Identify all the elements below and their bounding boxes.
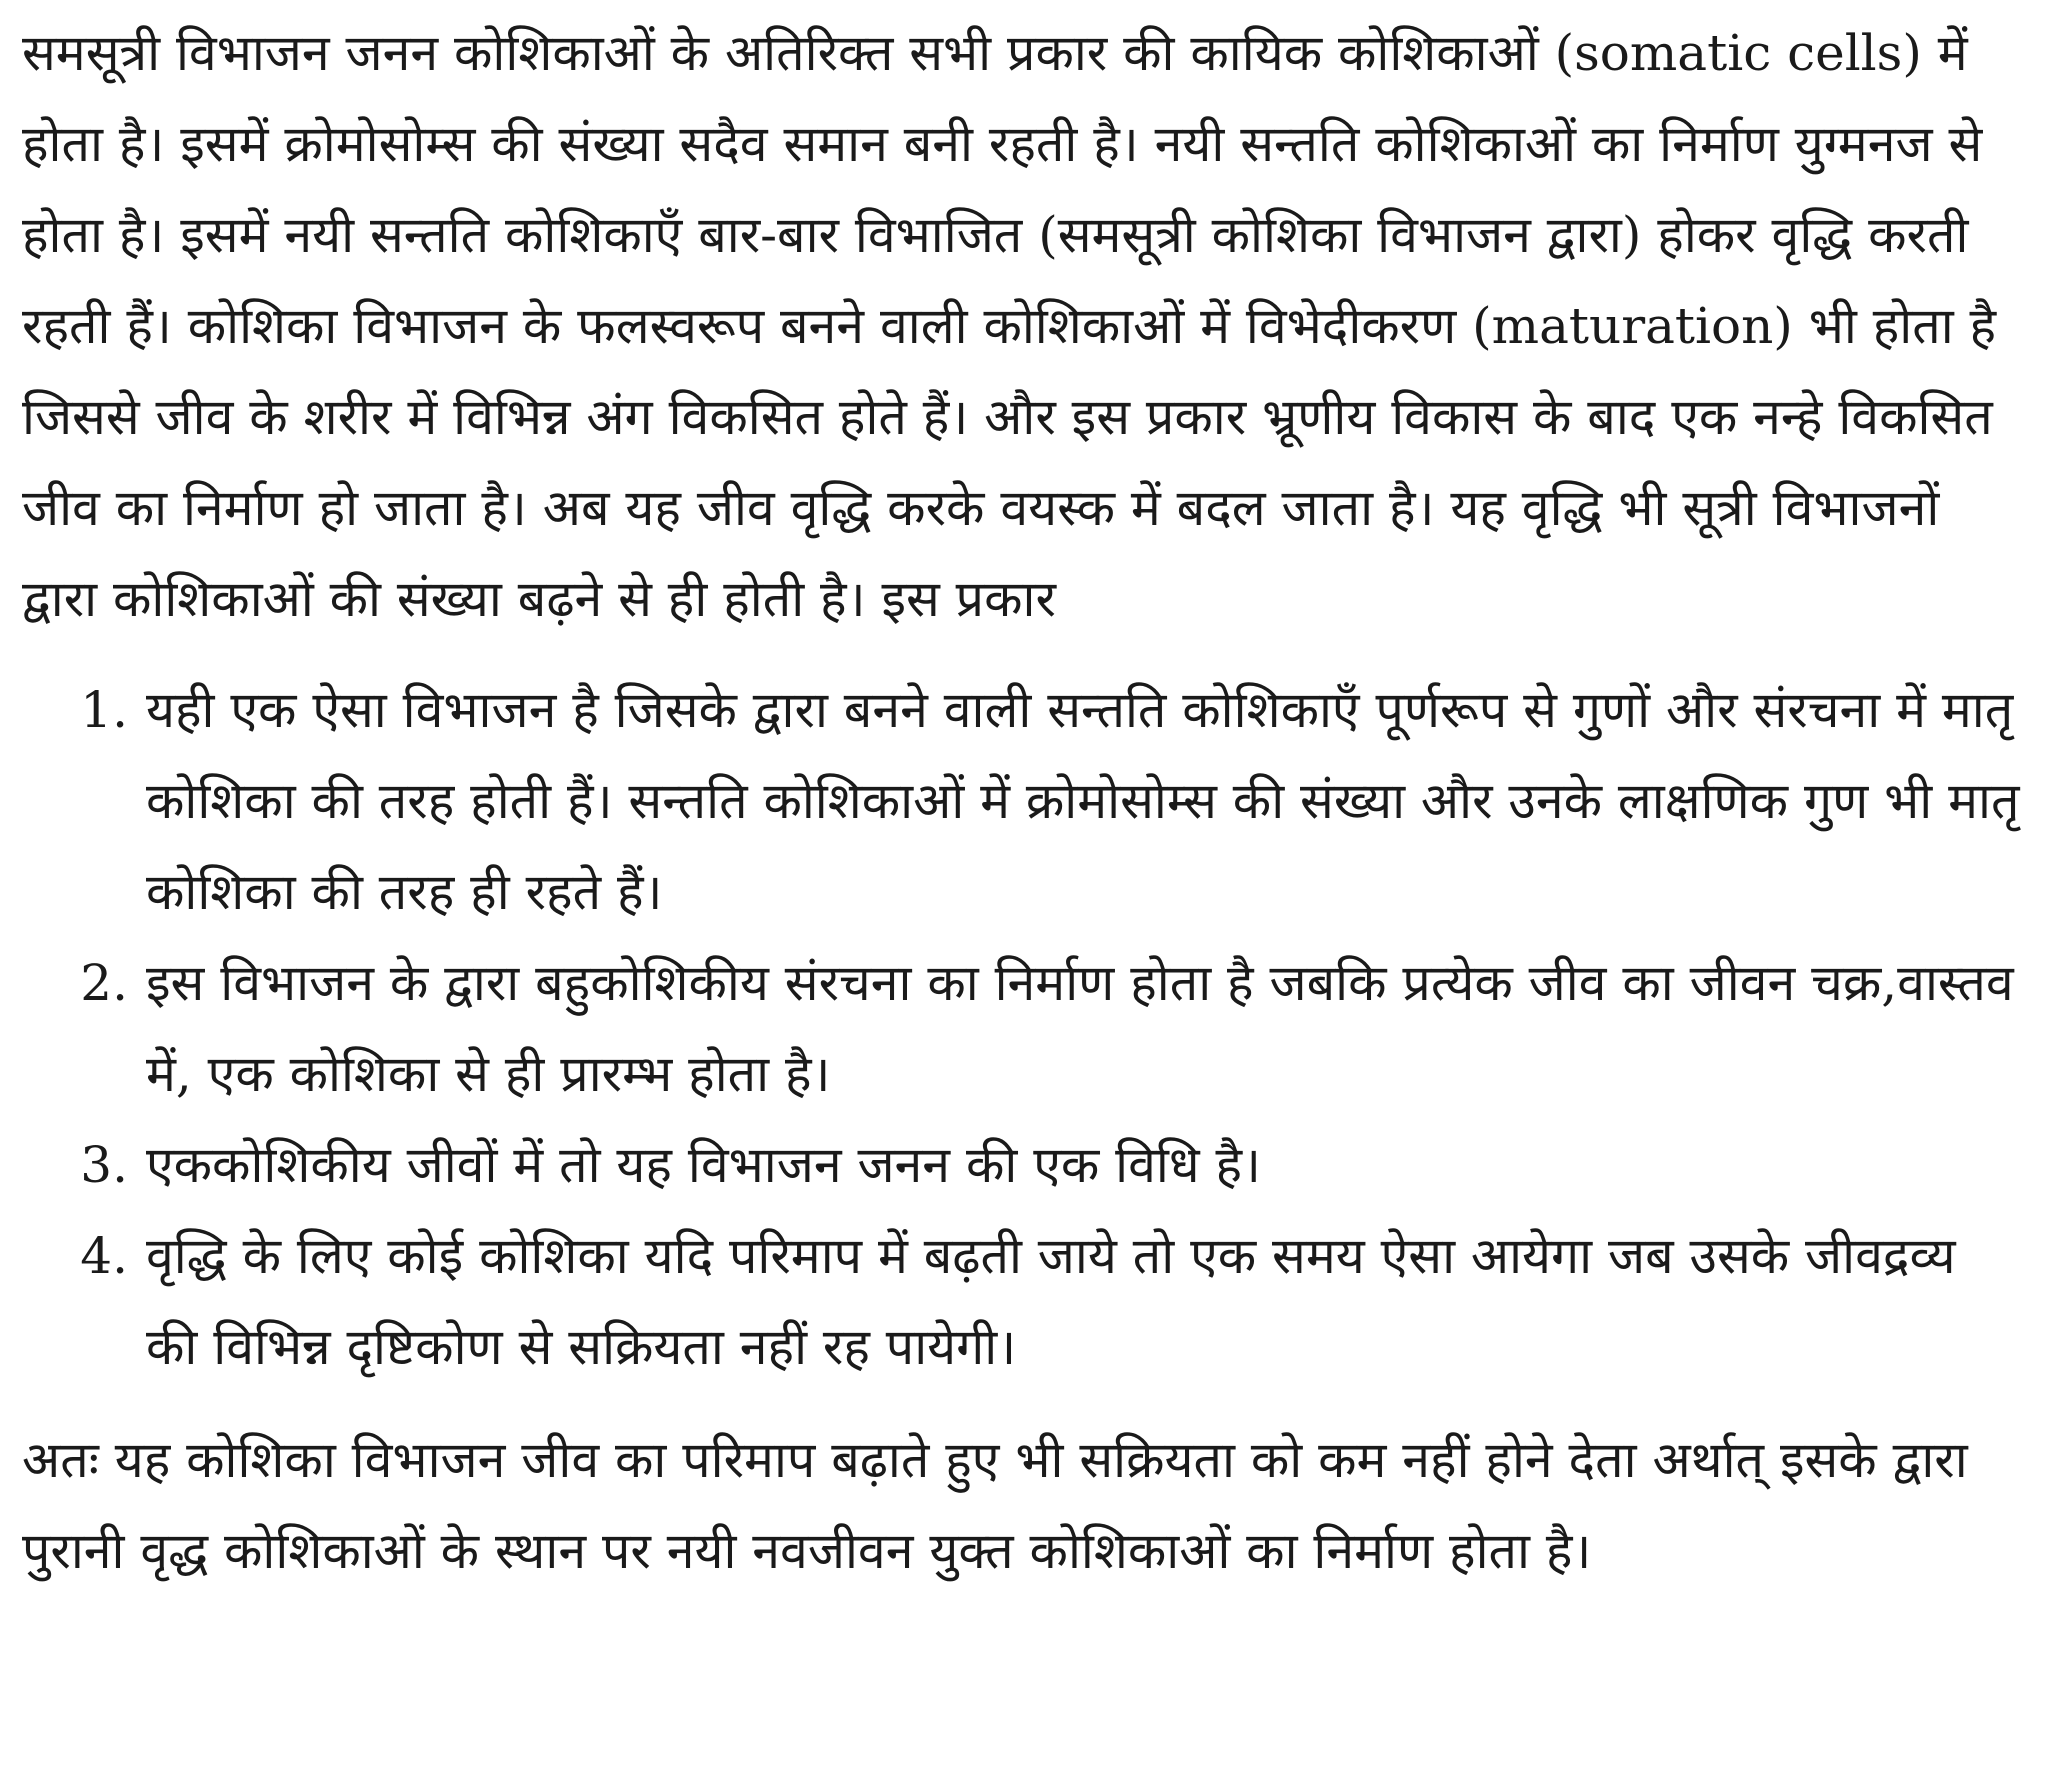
list-item-text: वृद्धि के लिए कोई कोशिका यदि परिमाप में बढ़ती जाये तो एक समय ऐसा आयेगा जब उसके जीवद्रव्य की विभिन्न दृष्टिकोण से सक्रियता नहीं रह पायेगी। (146, 1227, 1956, 1376)
intro-paragraph: समसूत्री विभाजन जनन कोशिकाओं के अतिरिक्त सभी प्रकार की कायिक कोशिकाओं (somatic cells) में होता है। इसमें क्रोमोसोम्स की संख्या सदैव समान बनी रहती है। नयी सन्तति कोशिकाओं का निर्माण युग्मनज से होता है। इसमें नयी सन्तति कोशिकाएँ बार-बार विभाजित (समसूत्री कोशिका विभाजन द्वारा) होकर वृद्धि करती रहती हैं। कोशिका विभाजन के फलस्वरूप बनने वाली कोशिकाओं में विभेदीकरण (maturation) भी होता है जिससे जीव के शरीर में विभिन्न अंग विकसित होते हैं। और इस प्रकार भ्रूणीय विकास के बाद एक नन्हे विकसित जीव का निर्माण हो जाता है। अब यह जीव वृद्धि करके वयस्क में बदल जाता है। यह वृद्धि भी सूत्री विभाजनों द्वारा कोशिकाओं की संख्या बढ़ने से ही होती है। इस प्रकार (22, 24, 1997, 628)
list-item-number: 1. (80, 681, 128, 739)
list-item-text: एककोशिकीय जीवों में तो यह विभाजन जनन की एक विधि है। (146, 1136, 1261, 1194)
list-item (22, 938, 2020, 1120)
points-list (22, 665, 2020, 1393)
list-item-number: 3. (80, 1136, 128, 1194)
list-item-number: 2. (80, 954, 128, 1012)
list-item-text: यही एक ऐसा विभाजन है जिसके द्वारा बनने वाली सन्तति कोशिकाएँ पूर्णरूप से गुणों और संरचना में मातृ कोशिका की तरह होती हैं। सन्तति कोशिकाओं में क्रोमोसोम्स की संख्या और उनके लाक्षणिक गुण भी मातृ कोशिका की तरह ही रहते हैं। (146, 681, 2020, 921)
list-item (22, 1211, 2020, 1393)
list-item (22, 1120, 2020, 1211)
list-item (22, 665, 2020, 938)
conclusion-paragraph: अतः यह कोशिका विभाजन जीव का परिमाप बढ़ाते हुए भी सक्रियता को कम नहीं होने देता अर्थात् इसके द्वारा पुरानी वृद्ध कोशिकाओं के स्थान पर नयी नवजीवन युक्त कोशिकाओं का निर्माण होता है। (22, 1431, 1968, 1580)
list-item-text: इस विभाजन के द्वारा बहुकोशिकीय संरचना का निर्माण होता है जबकि प्रत्येक जीव का जीवन चक्र,वास्तव में, एक कोशिका से ही प्रारम्भ होता है। (146, 954, 2014, 1103)
list-item-number: 4. (80, 1227, 128, 1285)
